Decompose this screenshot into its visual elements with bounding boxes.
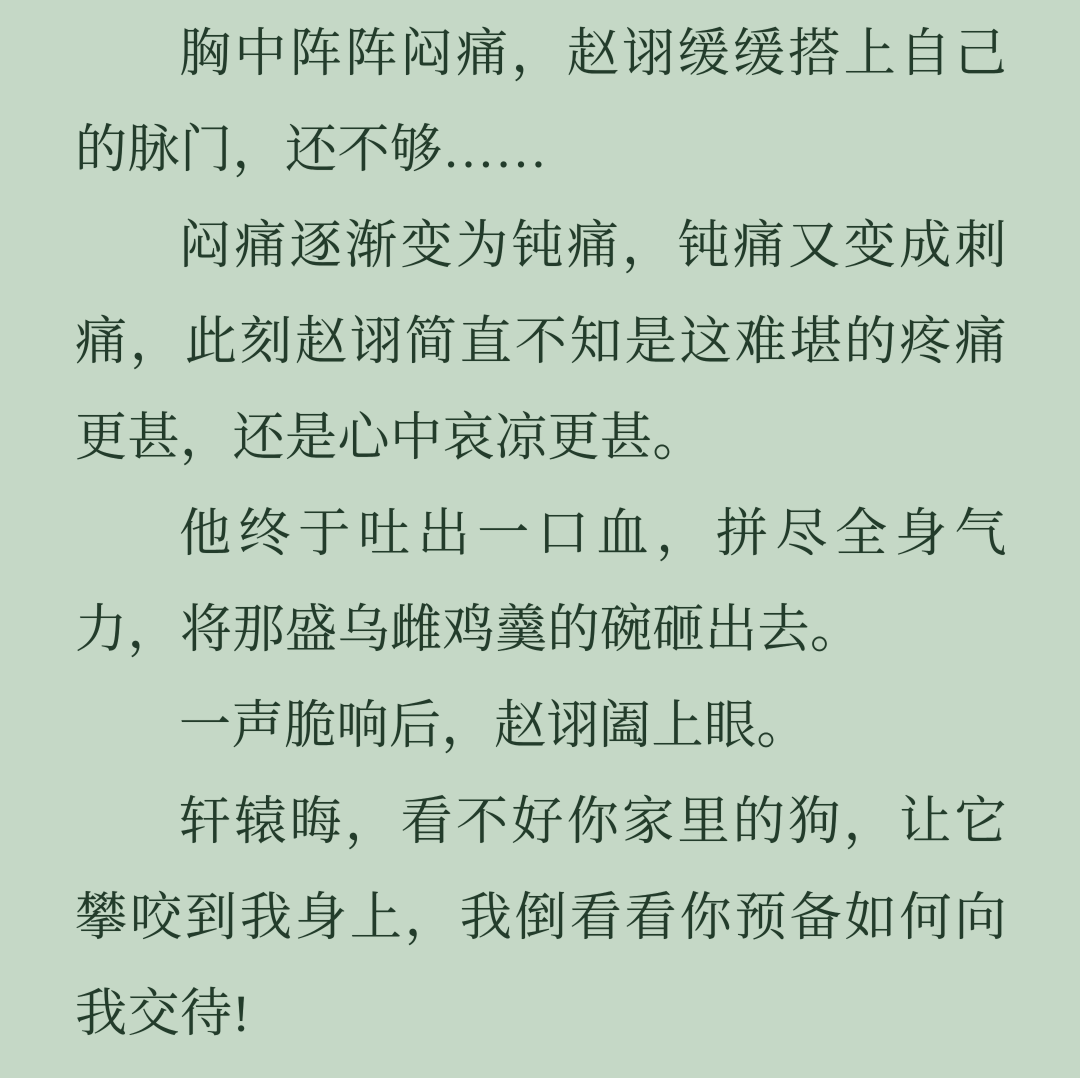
- paragraph: 一声脆响后，赵诩阖上眼。: [179, 698, 810, 755]
- paragraph: 胸中阵阵闷痛，赵诩缓缓搭上自己的脉门，还不够……: [75, 26, 1007, 179]
- paragraph: 他终于吐出一口血，拼尽全身气力，将那盛乌雌鸡羹的碗砸出去。: [75, 506, 1007, 659]
- paragraph: 轩辕晦，看不好你家里的狗，让它攀咬到我身上，我倒看看你预备如何向我交待!: [75, 794, 1007, 1043]
- paragraph: 闷痛逐渐变为钝痛，钝痛又变成刺痛，此刻赵诩简直不知是这难堪的疼痛更甚，还是心中哀凉更甚。: [75, 218, 1007, 467]
